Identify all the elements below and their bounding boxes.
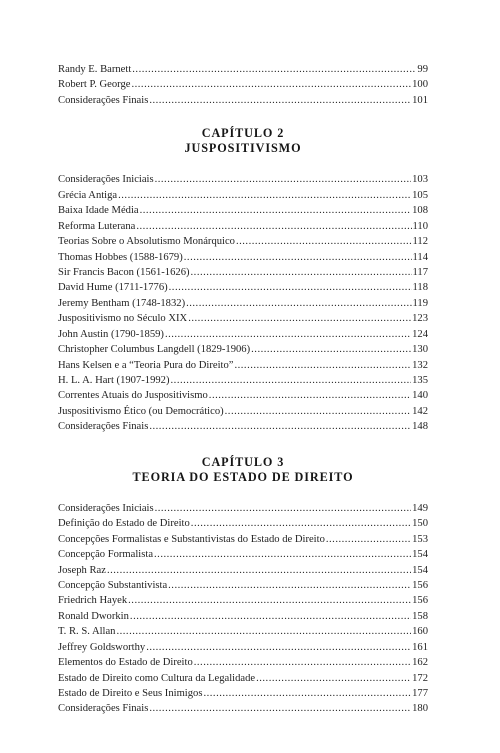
toc-entry-title: Ronald Dworkin [58,610,129,622]
table-of-contents-page [58,62,428,717]
toc-entry [58,219,428,234]
toc-top-section [58,62,428,108]
dot-leader [155,501,412,516]
dot-leader [169,280,412,295]
toc-entry-page-number: 150 [412,518,428,530]
toc-entry-title: Definição do Estado de Direito [58,518,190,530]
toc-entry-page-number: 154 [412,549,428,561]
toc-entry-title: H. L. A. Hart (1907-1992) [58,375,170,386]
toc-entry [58,296,428,311]
toc-entry-page-number: 148 [412,421,428,433]
toc-entry-page-number: 161 [412,641,428,653]
dot-leader [116,624,411,639]
toc-entry [58,250,428,265]
toc-entry-page-number: 156 [412,595,428,607]
dot-leader [128,593,411,608]
dot-leader [251,342,411,357]
toc-entry-title: David Hume (1711-1776) [58,282,168,294]
dot-leader [191,516,411,531]
toc-entry [58,563,428,578]
dot-leader [149,701,411,716]
toc-entry [58,265,428,280]
dot-leader [203,686,411,701]
toc-entry-title: Considerações Finais [58,703,149,715]
toc-entry-title: Jeremy Bentham (1748-1832) [58,297,186,309]
dot-leader [209,388,411,403]
toc-entry-page-number: 123 [412,313,428,325]
chapter-2-heading [58,126,428,156]
toc-entry-page-number: 156 [412,579,428,591]
toc-entry [58,62,428,77]
toc-entry-title: John Austin (1790-1859) [58,328,164,340]
toc-entry-page-number: 114 [412,251,428,263]
chapter-2-toc [58,172,428,434]
dot-leader [130,609,411,624]
dot-leader [236,234,412,249]
toc-entry-page-number: 149 [412,502,428,514]
toc-entry [58,77,428,92]
toc-entry-title: Grécia Antiga [58,189,118,201]
dot-leader [186,296,411,311]
toc-entry-title: Reforma Luterana [58,220,136,232]
toc-entry-title: Friedrich Hayek [58,595,128,607]
chapter-2-number: CAPÍTULO 2 [201,126,285,141]
toc-entry-title: Christopher Columbus Langdell (1829-1906) [58,344,251,356]
toc-entry [58,188,428,203]
toc-entry-page-number: 99 [417,64,428,75]
toc-entry-page-number: 103 [412,174,428,186]
toc-entry-title: Estado de Direito e Seus Inimigos [58,688,203,699]
dot-leader [168,578,411,593]
toc-entry-page-number: 140 [412,390,428,402]
toc-entry-page-number: 142 [412,405,428,417]
dot-leader [191,265,412,280]
toc-entry [58,172,428,187]
dot-leader [326,532,411,547]
toc-entry-page-number: 117 [412,266,428,278]
dot-leader [155,172,412,187]
toc-entry [58,516,428,531]
toc-entry-title: Considerações Iniciais [58,174,154,186]
toc-entry-title: Considerações Finais [58,421,149,433]
toc-entry [58,640,428,655]
chapter-3-title: TEORIA DO ESTADO DE DIREITO [132,469,354,484]
toc-entry-title: Sir Francis Bacon (1561-1626) [58,266,190,278]
toc-entry [58,547,428,562]
toc-entry-title: Joseph Raz [58,564,106,576]
toc-entry-title: Robert P. George [58,79,131,91]
chapter-3-heading [58,455,428,485]
toc-entry-page-number: 130 [412,344,428,356]
toc-entry-page-number: 124 [412,328,428,340]
toc-entry [58,342,428,357]
toc-entry [58,388,428,403]
toc-entry-page-number: 132 [412,359,428,371]
toc-entry [58,327,428,342]
toc-entry-title: Juspositivismo no Século XIX [58,313,188,325]
dot-leader [149,419,411,434]
toc-entry [58,203,428,218]
toc-entry-page-number: 177 [412,688,428,699]
toc-entry-title: Considerações Iniciais [58,502,154,514]
toc-entry-page-number: 180 [412,703,428,715]
toc-entry-page-number: 162 [412,657,428,669]
dot-leader [118,188,411,203]
toc-entry [58,532,428,547]
toc-entry [58,501,428,516]
dot-leader [188,311,411,326]
toc-entry [58,609,428,624]
toc-entry-title: Randy E. Barnett [58,64,132,75]
toc-entry-page-number: 172 [412,672,428,684]
toc-entry-page-number: 154 [412,564,428,576]
toc-entry [58,578,428,593]
dot-leader [256,671,411,686]
toc-entry [58,280,428,295]
dot-leader [225,404,411,419]
toc-entry [58,655,428,670]
toc-entry-title: Concepção Formalista [58,549,154,561]
toc-entry [58,234,428,249]
toc-entry [58,624,428,639]
toc-entry-page-number: 110 [412,220,428,232]
toc-entry-page-number: 112 [412,236,428,248]
dot-leader [171,373,412,388]
dot-leader [146,640,411,655]
toc-entry [58,686,428,701]
toc-entry [58,93,428,108]
toc-entry-title: Correntes Atuais do Juspositivismo [58,390,208,402]
toc-entry-title: Elementos do Estado de Direito [58,657,193,669]
toc-entry-page-number: 158 [412,610,428,622]
toc-entry [58,373,428,388]
toc-entry-title: Thomas Hobbes (1588-1679) [58,251,183,263]
dot-leader [194,655,411,670]
dot-leader [165,327,411,342]
toc-entry [58,311,428,326]
toc-entry-title: Considerações Finais [58,94,149,106]
toc-entry [58,671,428,686]
dot-leader [184,250,412,265]
dot-leader [154,547,411,562]
toc-entry-title: T. R. S. Allan [58,626,116,638]
dot-leader [149,93,411,108]
toc-entry-page-number: 119 [412,297,428,309]
toc-entry-page-number: 153 [412,533,428,545]
toc-entry-title: Concepções Formalistas e Substantivistas do Estado de Direito [58,533,325,545]
chapter-3-toc [58,501,428,717]
toc-entry-page-number: 101 [412,94,428,106]
toc-entry [58,404,428,419]
dot-leader [107,563,411,578]
toc-entry-page-number: 118 [412,282,428,294]
toc-entry-title: Hans Kelsen e a “Teoria Pura do Direito” [58,359,234,371]
chapter-2-title: JUSPOSITIVISMO [184,141,302,156]
toc-entry-title: Juspositivismo Ético (ou Democrático) [58,405,224,417]
toc-entry-title: Teorias Sobre o Absolutismo Monárquico [58,236,235,248]
toc-entry-page-number: 105 [412,189,428,201]
toc-entry-title: Estado de Direito como Cultura da Legalidade [58,672,256,684]
dot-leader [140,203,412,218]
toc-entry-page-number: 135 [412,375,428,386]
dot-leader [136,219,411,234]
toc-entry-page-number: 108 [412,205,428,217]
toc-entry-page-number: 160 [412,626,428,638]
toc-entry [58,593,428,608]
toc-entry-title: Baixa Idade Média [58,205,139,217]
dot-leader [131,77,411,92]
toc-entry [58,358,428,373]
toc-entry [58,701,428,716]
chapter-3-number: CAPÍTULO 3 [201,454,285,469]
dot-leader [234,358,411,373]
toc-entry [58,419,428,434]
toc-entry-title: Concepção Substantivista [58,579,168,591]
toc-entry-title: Jeffrey Goldsworthy [58,641,146,653]
dot-leader [132,62,416,77]
toc-entry-page-number: 100 [412,79,428,91]
